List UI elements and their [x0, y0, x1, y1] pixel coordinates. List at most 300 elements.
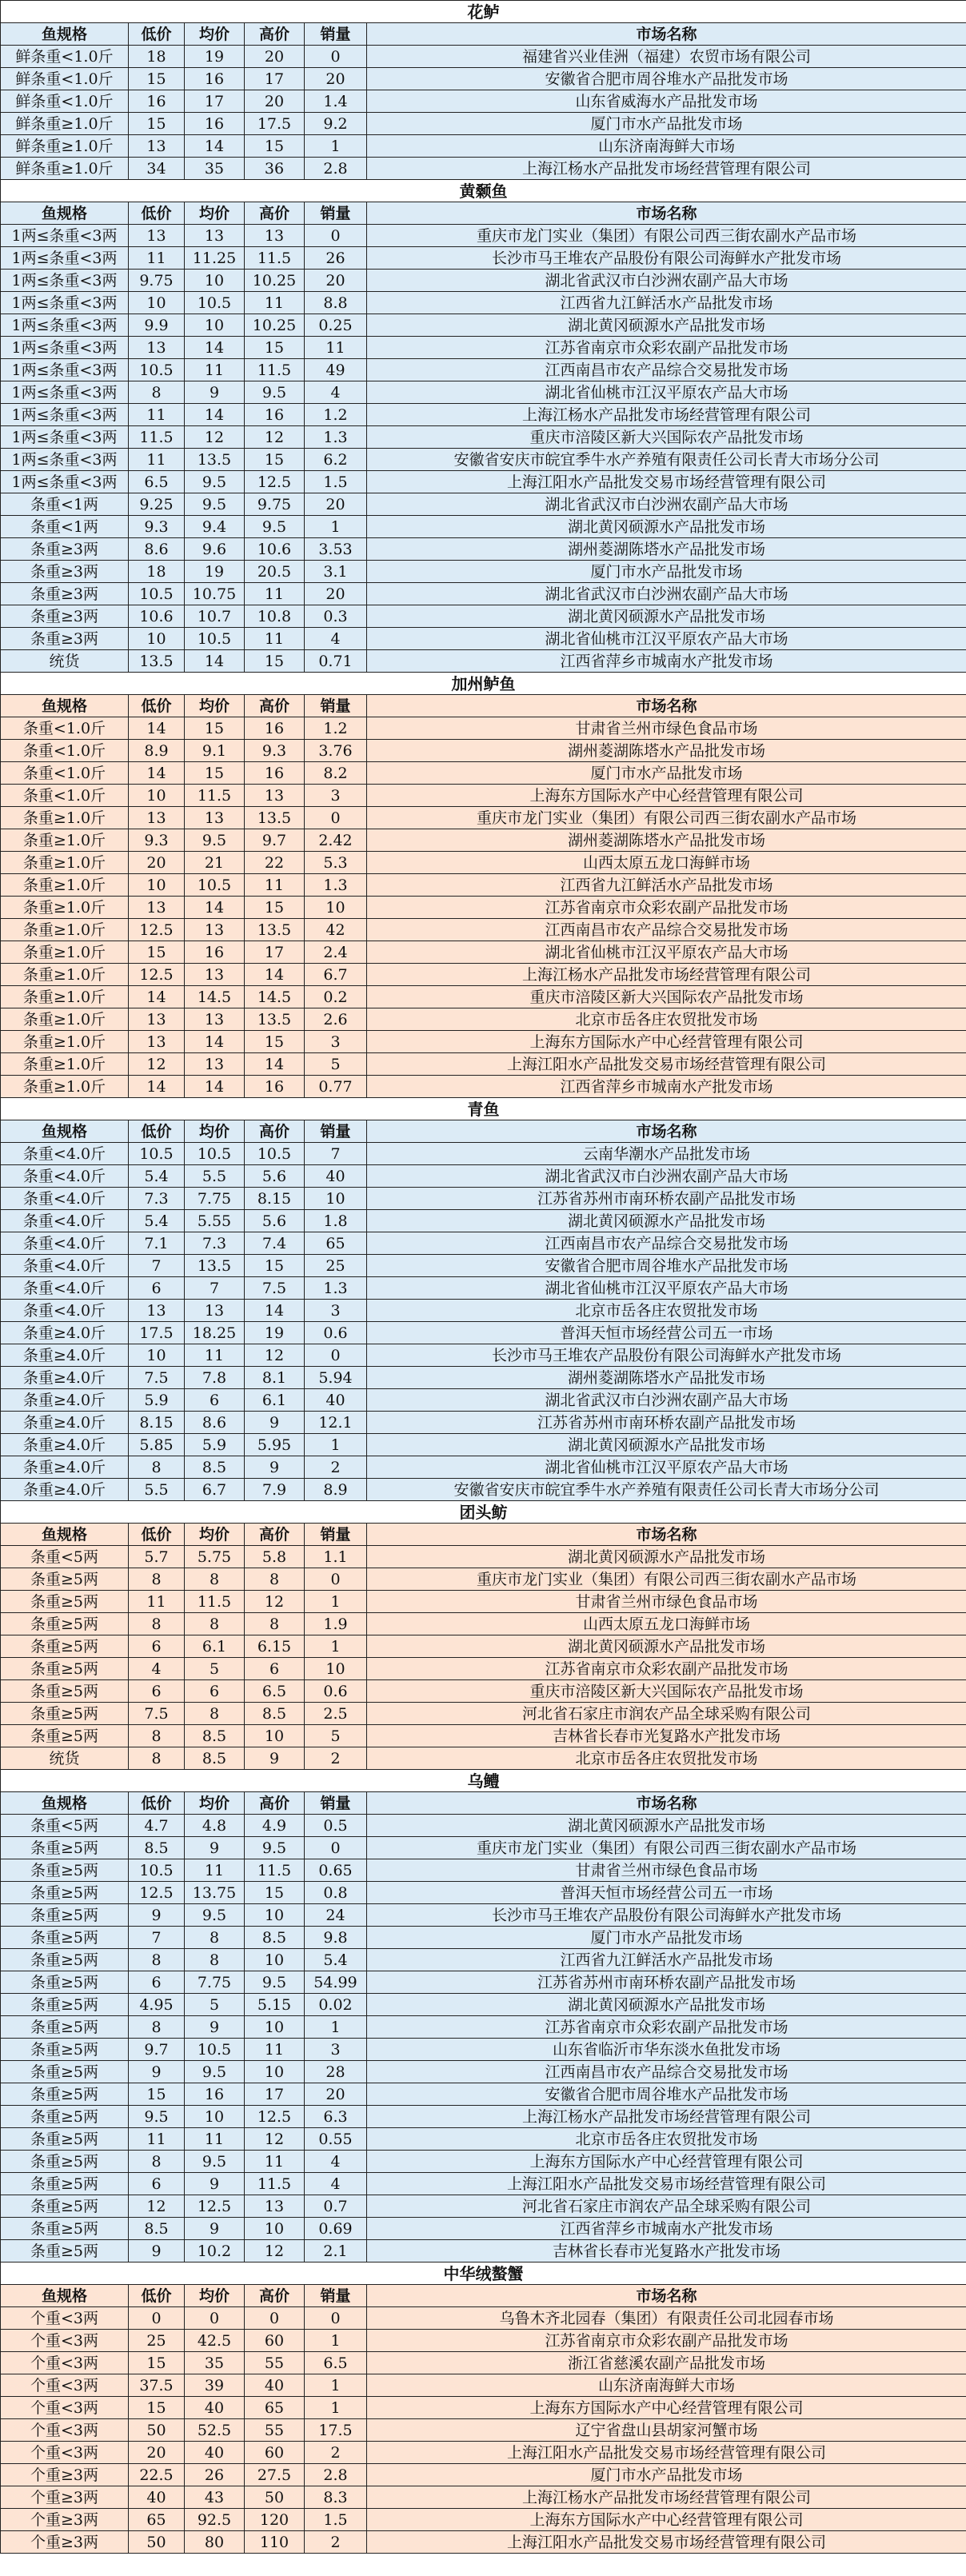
volume-cell: 9.2	[305, 113, 367, 135]
column-header-avg: 均价	[185, 1524, 245, 1546]
market-name-cell: 江苏省南京市众彩农副产品批发市场	[367, 897, 966, 919]
high-price-cell: 16	[245, 762, 305, 785]
table-row	[1, 2061, 966, 2083]
market-name-cell: 上海江阳水产品批发交易市场经营管理有限公司	[367, 2173, 966, 2195]
column-header-row	[1, 1524, 966, 1546]
spec-cell: 鲜条重≥1.0斤	[1, 113, 129, 135]
avg-price-cell: 12	[185, 426, 245, 449]
avg-price-cell: 6	[185, 1680, 245, 1703]
table-row	[1, 605, 966, 628]
market-name-cell: 上海东方国际水产中心经营管理有限公司	[367, 2151, 966, 2173]
market-name-cell: 上海江阳水产品批发交易市场经营管理有限公司	[367, 1053, 966, 1076]
avg-price-cell: 9	[185, 1837, 245, 1859]
low-price-cell: 5.85	[129, 1434, 185, 1456]
spec-cell: 1两≤条重<3两	[1, 359, 129, 381]
section-title: 团头鲂	[1, 1501, 966, 1524]
avg-price-cell: 80	[185, 2531, 245, 2554]
spec-cell: 条重<4.0斤	[1, 1188, 129, 1210]
spec-cell: 条重<4.0斤	[1, 1210, 129, 1232]
volume-cell: 65	[305, 1232, 367, 1255]
volume-cell: 1.8	[305, 1210, 367, 1232]
high-price-cell: 15	[245, 337, 305, 359]
avg-price-cell: 13	[185, 1053, 245, 1076]
avg-price-cell: 40	[185, 2397, 245, 2419]
table-row	[1, 2397, 966, 2419]
market-name-cell: 长沙市马王堆农产品股份有限公司海鲜水产批发市场	[367, 1904, 966, 1927]
table-row	[1, 583, 966, 605]
spec-cell: 条重≥5两	[1, 1591, 129, 1613]
market-name-cell: 重庆市龙门实业（集团）有限公司西三街农副水产品市场	[367, 1568, 966, 1591]
table-row	[1, 1994, 966, 2016]
column-header-spec: 鱼规格	[1, 2285, 129, 2307]
low-price-cell: 9.9	[129, 314, 185, 337]
volume-cell: 10	[305, 897, 367, 919]
spec-cell: 条重≥5两	[1, 1613, 129, 1635]
volume-cell: 8.2	[305, 762, 367, 785]
volume-cell: 3.53	[305, 538, 367, 561]
avg-price-cell: 14	[185, 404, 245, 426]
low-price-cell: 6	[129, 2173, 185, 2195]
volume-cell: 0	[305, 225, 367, 247]
low-price-cell: 6	[129, 1277, 185, 1300]
high-price-cell: 12.5	[245, 471, 305, 493]
high-price-cell: 20	[245, 90, 305, 113]
avg-price-cell: 42.5	[185, 2330, 245, 2352]
volume-cell: 1.2	[305, 717, 367, 740]
avg-price-cell: 6.7	[185, 1479, 245, 1501]
spec-cell: 条重≥1.0斤	[1, 1053, 129, 1076]
spec-cell: 条重≥5两	[1, 2195, 129, 2218]
spec-cell: 1两≤条重<3两	[1, 471, 129, 493]
column-header-avg: 均价	[185, 23, 245, 46]
avg-price-cell: 10.2	[185, 2240, 245, 2262]
volume-cell: 2.8	[305, 158, 367, 180]
volume-cell: 0	[305, 1568, 367, 1591]
volume-cell: 24	[305, 1904, 367, 1927]
high-price-cell: 5.6	[245, 1165, 305, 1188]
low-price-cell: 50	[129, 2531, 185, 2554]
avg-price-cell: 13.75	[185, 1882, 245, 1904]
volume-cell: 6.3	[305, 2106, 367, 2128]
column-header-high: 高价	[245, 2285, 305, 2307]
avg-price-cell: 14	[185, 135, 245, 158]
high-price-cell: 17.5	[245, 113, 305, 135]
low-price-cell: 8	[129, 1613, 185, 1635]
avg-price-cell: 5.9	[185, 1434, 245, 1456]
volume-cell: 1	[305, 1635, 367, 1658]
table-row	[1, 538, 966, 561]
table-row	[1, 1546, 966, 1568]
volume-cell: 2	[305, 2531, 367, 2554]
table-row	[1, 2531, 966, 2554]
volume-cell: 9.8	[305, 1927, 367, 1949]
low-price-cell: 20	[129, 2442, 185, 2464]
spec-cell: 条重≥5两	[1, 1949, 129, 1971]
spec-cell: 条重≥4.0斤	[1, 1479, 129, 1501]
spec-cell: 条重<5两	[1, 1815, 129, 1837]
low-price-cell: 10.5	[129, 1859, 185, 1882]
market-name-cell: 厦门市水产品批发市场	[367, 762, 966, 785]
spec-cell: 条重≥3两	[1, 628, 129, 650]
table-body	[1, 1, 966, 2554]
spec-cell: 条重≥5两	[1, 1703, 129, 1725]
low-price-cell: 10.5	[129, 583, 185, 605]
low-price-cell: 15	[129, 68, 185, 90]
market-name-cell: 上海江杨水产品批发市场经营管理有限公司	[367, 404, 966, 426]
low-price-cell: 13	[129, 135, 185, 158]
avg-price-cell: 11.5	[185, 1591, 245, 1613]
column-header-row	[1, 202, 966, 225]
avg-price-cell: 8	[185, 1703, 245, 1725]
avg-price-cell: 10.5	[185, 2039, 245, 2061]
high-price-cell: 22	[245, 852, 305, 874]
market-name-cell: 长沙市马王堆农产品股份有限公司海鲜水产批发市场	[367, 247, 966, 270]
spec-cell: 条重<5两	[1, 1546, 129, 1568]
volume-cell: 1.9	[305, 1613, 367, 1635]
column-header-high: 高价	[245, 1524, 305, 1546]
volume-cell: 42	[305, 919, 367, 941]
table-row	[1, 225, 966, 247]
high-price-cell: 12	[245, 426, 305, 449]
volume-cell: 20	[305, 2083, 367, 2106]
high-price-cell: 5.6	[245, 1210, 305, 1232]
market-name-cell: 乌鲁木齐北园春（集团）有限责任公司北园春市场	[367, 2307, 966, 2330]
spec-cell: 1两≤条重<3两	[1, 404, 129, 426]
table-row	[1, 1568, 966, 1591]
spec-cell: 个重≥3两	[1, 2486, 129, 2509]
table-row	[1, 897, 966, 919]
avg-price-cell: 5	[185, 1994, 245, 2016]
avg-price-cell: 7.75	[185, 1188, 245, 1210]
market-name-cell: 江西南昌市农产品综合交易批发市场	[367, 1232, 966, 1255]
low-price-cell: 15	[129, 2397, 185, 2419]
volume-cell: 49	[305, 359, 367, 381]
low-price-cell: 14	[129, 1076, 185, 1098]
column-header-avg: 均价	[185, 1792, 245, 1815]
market-name-cell: 山东省威海水产品批发市场	[367, 90, 966, 113]
low-price-cell: 9	[129, 2061, 185, 2083]
avg-price-cell: 4.8	[185, 1815, 245, 1837]
table-row	[1, 2195, 966, 2218]
low-price-cell: 17.5	[129, 1322, 185, 1344]
high-price-cell: 14	[245, 964, 305, 986]
market-name-cell: 江西南昌市农产品综合交易批发市场	[367, 2061, 966, 2083]
table-row	[1, 1927, 966, 1949]
spec-cell: 条重≥4.0斤	[1, 1456, 129, 1479]
spec-cell: 条重≥5两	[1, 1859, 129, 1882]
volume-cell: 0	[305, 807, 367, 829]
low-price-cell: 5.7	[129, 1546, 185, 1568]
low-price-cell: 7.1	[129, 1232, 185, 1255]
high-price-cell: 120	[245, 2509, 305, 2531]
low-price-cell: 65	[129, 2509, 185, 2531]
market-name-cell: 湖北省武汉市白沙洲农副产品大市场	[367, 493, 966, 516]
avg-price-cell: 15	[185, 717, 245, 740]
column-header-low: 低价	[129, 1120, 185, 1143]
market-name-cell: 河北省石家庄市润农产品全球采购有限公司	[367, 2195, 966, 2218]
table-row	[1, 1434, 966, 1456]
low-price-cell: 4.95	[129, 1994, 185, 2016]
high-price-cell: 10	[245, 1904, 305, 1927]
volume-cell: 6.7	[305, 964, 367, 986]
section-title: 加州鲈鱼	[1, 673, 966, 695]
table-row	[1, 2419, 966, 2442]
high-price-cell: 9.5	[245, 516, 305, 538]
high-price-cell: 0	[245, 2307, 305, 2330]
spec-cell: 条重≥3两	[1, 538, 129, 561]
low-price-cell: 15	[129, 2083, 185, 2106]
low-price-cell: 10	[129, 1344, 185, 1367]
column-header-vol: 销量	[305, 2285, 367, 2307]
high-price-cell: 65	[245, 2397, 305, 2419]
spec-cell: 1两≤条重<3两	[1, 292, 129, 314]
section-title: 青鱼	[1, 1098, 966, 1120]
table-row	[1, 852, 966, 874]
low-price-cell: 9.5	[129, 2106, 185, 2128]
low-price-cell: 8	[129, 381, 185, 404]
table-row	[1, 113, 966, 135]
high-price-cell: 7.4	[245, 1232, 305, 1255]
section-title-row	[1, 180, 966, 202]
low-price-cell: 11	[129, 404, 185, 426]
table-row	[1, 1232, 966, 1255]
market-name-cell: 厦门市水产品批发市场	[367, 113, 966, 135]
column-header-spec: 鱼规格	[1, 1524, 129, 1546]
avg-price-cell: 13	[185, 1300, 245, 1322]
avg-price-cell: 14	[185, 1031, 245, 1053]
volume-cell: 3.1	[305, 561, 367, 583]
market-name-cell: 湖北黄冈硕源水产品批发市场	[367, 1210, 966, 1232]
avg-price-cell: 13	[185, 807, 245, 829]
spec-cell: 条重≥1.0斤	[1, 807, 129, 829]
table-row	[1, 785, 966, 807]
high-price-cell: 8.1	[245, 1367, 305, 1389]
market-name-cell: 山东省临沂市华东淡水鱼批发市场	[367, 2039, 966, 2061]
table-row	[1, 1188, 966, 1210]
column-header-low: 低价	[129, 1792, 185, 1815]
low-price-cell: 9	[129, 2240, 185, 2262]
avg-price-cell: 16	[185, 941, 245, 964]
volume-cell: 1	[305, 2016, 367, 2039]
avg-price-cell: 10	[185, 270, 245, 292]
high-price-cell: 9	[245, 1747, 305, 1770]
market-name-cell: 安徽省合肥市周谷堆水产品批发市场	[367, 2083, 966, 2106]
low-price-cell: 8	[129, 1747, 185, 1770]
avg-price-cell: 6.1	[185, 1635, 245, 1658]
volume-cell: 0.65	[305, 1859, 367, 1882]
table-row	[1, 1456, 966, 1479]
table-row	[1, 919, 966, 941]
spec-cell: 条重≥5两	[1, 1994, 129, 2016]
volume-cell: 28	[305, 2061, 367, 2083]
avg-price-cell: 10.5	[185, 628, 245, 650]
spec-cell: 条重≥4.0斤	[1, 1367, 129, 1389]
volume-cell: 5	[305, 1053, 367, 1076]
volume-cell: 0.55	[305, 2128, 367, 2151]
spec-cell: 条重≥1.0斤	[1, 1031, 129, 1053]
avg-price-cell: 11	[185, 1344, 245, 1367]
market-name-cell: 安徽省合肥市周谷堆水产品批发市场	[367, 68, 966, 90]
volume-cell: 0	[305, 1837, 367, 1859]
low-price-cell: 6.5	[129, 471, 185, 493]
high-price-cell: 16	[245, 1076, 305, 1098]
market-name-cell: 上海东方国际水产中心经营管理有限公司	[367, 785, 966, 807]
table-row	[1, 1635, 966, 1658]
volume-cell: 0.5	[305, 1815, 367, 1837]
high-price-cell: 55	[245, 2419, 305, 2442]
avg-price-cell: 0	[185, 2307, 245, 2330]
avg-price-cell: 8.5	[185, 1747, 245, 1770]
low-price-cell: 14	[129, 762, 185, 785]
market-name-cell: 江西省萍乡市城南水产批发市场	[367, 1076, 966, 1098]
table-row	[1, 1412, 966, 1434]
table-row	[1, 247, 966, 270]
avg-price-cell: 7.75	[185, 1971, 245, 1994]
avg-price-cell: 6	[185, 1389, 245, 1412]
spec-cell: 条重≥3两	[1, 583, 129, 605]
market-name-cell: 江西省萍乡市城南水产批发市场	[367, 650, 966, 673]
market-name-cell: 辽宁省盘山县胡家河蟹市场	[367, 2419, 966, 2442]
volume-cell: 12.1	[305, 1412, 367, 1434]
spec-cell: 条重≥3两	[1, 605, 129, 628]
low-price-cell: 37.5	[129, 2374, 185, 2397]
low-price-cell: 8.5	[129, 1837, 185, 1859]
low-price-cell: 14	[129, 717, 185, 740]
market-name-cell: 北京市岳各庄农贸批发市场	[367, 1300, 966, 1322]
table-row	[1, 1747, 966, 1770]
table-row	[1, 986, 966, 1008]
market-name-cell: 上海江杨水产品批发市场经营管理有限公司	[367, 158, 966, 180]
table-row	[1, 1479, 966, 1501]
market-name-cell: 重庆市龙门实业（集团）有限公司西三街农副水产品市场	[367, 1837, 966, 1859]
avg-price-cell: 8.5	[185, 1456, 245, 1479]
column-header-market: 市场名称	[367, 23, 966, 46]
high-price-cell: 14	[245, 1300, 305, 1322]
table-row	[1, 1300, 966, 1322]
volume-cell: 1.4	[305, 90, 367, 113]
volume-cell: 1	[305, 1434, 367, 1456]
low-price-cell: 12.5	[129, 964, 185, 986]
table-row	[1, 426, 966, 449]
volume-cell: 3	[305, 1300, 367, 1322]
spec-cell: 条重≥4.0斤	[1, 1389, 129, 1412]
avg-price-cell: 13	[185, 225, 245, 247]
avg-price-cell: 16	[185, 68, 245, 90]
volume-cell: 2	[305, 1456, 367, 1479]
market-name-cell: 安徽省合肥市周谷堆水产品批发市场	[367, 1255, 966, 1277]
table-row	[1, 2442, 966, 2464]
volume-cell: 1.2	[305, 404, 367, 426]
low-price-cell: 16	[129, 90, 185, 113]
volume-cell: 2	[305, 2442, 367, 2464]
avg-price-cell: 9.5	[185, 829, 245, 852]
spec-cell: 条重≥5两	[1, 1725, 129, 1747]
table-row	[1, 1971, 966, 1994]
volume-cell: 0.6	[305, 1680, 367, 1703]
low-price-cell: 8	[129, 1949, 185, 1971]
high-price-cell: 7.9	[245, 1479, 305, 1501]
avg-price-cell: 13.5	[185, 1255, 245, 1277]
market-name-cell: 江西省九江鲜活水产品批发市场	[367, 1949, 966, 1971]
table-row	[1, 314, 966, 337]
avg-price-cell: 10.5	[185, 1143, 245, 1165]
table-row	[1, 717, 966, 740]
column-header-row	[1, 1120, 966, 1143]
market-name-cell: 江苏省南京市众彩农副产品批发市场	[367, 1658, 966, 1680]
column-header-spec: 鱼规格	[1, 202, 129, 225]
high-price-cell: 110	[245, 2531, 305, 2554]
column-header-row	[1, 695, 966, 717]
market-name-cell: 上海江杨水产品批发市场经营管理有限公司	[367, 2486, 966, 2509]
high-price-cell: 10	[245, 2016, 305, 2039]
table-row	[1, 1344, 966, 1367]
low-price-cell: 5.4	[129, 1210, 185, 1232]
avg-price-cell: 9	[185, 2218, 245, 2240]
high-price-cell: 10.25	[245, 314, 305, 337]
avg-price-cell: 35	[185, 158, 245, 180]
low-price-cell: 9.3	[129, 829, 185, 852]
column-header-avg: 均价	[185, 2285, 245, 2307]
market-name-cell: 湖北黄冈硕源水产品批发市场	[367, 605, 966, 628]
high-price-cell: 13	[245, 785, 305, 807]
market-name-cell: 上海东方国际水产中心经营管理有限公司	[367, 2509, 966, 2531]
low-price-cell: 15	[129, 113, 185, 135]
low-price-cell: 8.15	[129, 1412, 185, 1434]
spec-cell: 个重≥3两	[1, 2509, 129, 2531]
column-header-market: 市场名称	[367, 1524, 966, 1546]
table-row	[1, 829, 966, 852]
high-price-cell: 60	[245, 2330, 305, 2352]
spec-cell: 条重≥1.0斤	[1, 919, 129, 941]
high-price-cell: 12	[245, 1344, 305, 1367]
spec-cell: 个重≥3两	[1, 2531, 129, 2554]
high-price-cell: 9	[245, 1412, 305, 1434]
volume-cell: 0.69	[305, 2218, 367, 2240]
high-price-cell: 10	[245, 1949, 305, 1971]
column-header-market: 市场名称	[367, 1792, 966, 1815]
column-header-avg: 均价	[185, 202, 245, 225]
table-row	[1, 628, 966, 650]
market-name-cell: 上海东方国际水产中心经营管理有限公司	[367, 1031, 966, 1053]
volume-cell: 2.42	[305, 829, 367, 852]
low-price-cell: 8	[129, 2016, 185, 2039]
low-price-cell: 13	[129, 807, 185, 829]
high-price-cell: 16	[245, 717, 305, 740]
table-row	[1, 1076, 966, 1098]
volume-cell: 0.7	[305, 2195, 367, 2218]
market-name-cell: 吉林省长春市光复路水产批发市场	[367, 2240, 966, 2262]
table-row	[1, 1008, 966, 1031]
volume-cell: 2.5	[305, 1703, 367, 1725]
high-price-cell: 5.95	[245, 1434, 305, 1456]
high-price-cell: 7.5	[245, 1277, 305, 1300]
column-header-high: 高价	[245, 23, 305, 46]
volume-cell: 0.02	[305, 1994, 367, 2016]
volume-cell: 1	[305, 2330, 367, 2352]
high-price-cell: 6.1	[245, 1389, 305, 1412]
spec-cell: 条重≥5两	[1, 2128, 129, 2151]
table-row	[1, 90, 966, 113]
avg-price-cell: 19	[185, 561, 245, 583]
low-price-cell: 6	[129, 1680, 185, 1703]
market-name-cell: 上海江阳水产品批发交易市场经营管理有限公司	[367, 2531, 966, 2554]
volume-cell: 20	[305, 270, 367, 292]
market-name-cell: 重庆市涪陵区新大兴国际农产品批发市场	[367, 426, 966, 449]
table-row	[1, 2016, 966, 2039]
table-row	[1, 1255, 966, 1277]
column-header-high: 高价	[245, 695, 305, 717]
market-name-cell: 上海江杨水产品批发市场经营管理有限公司	[367, 2106, 966, 2128]
